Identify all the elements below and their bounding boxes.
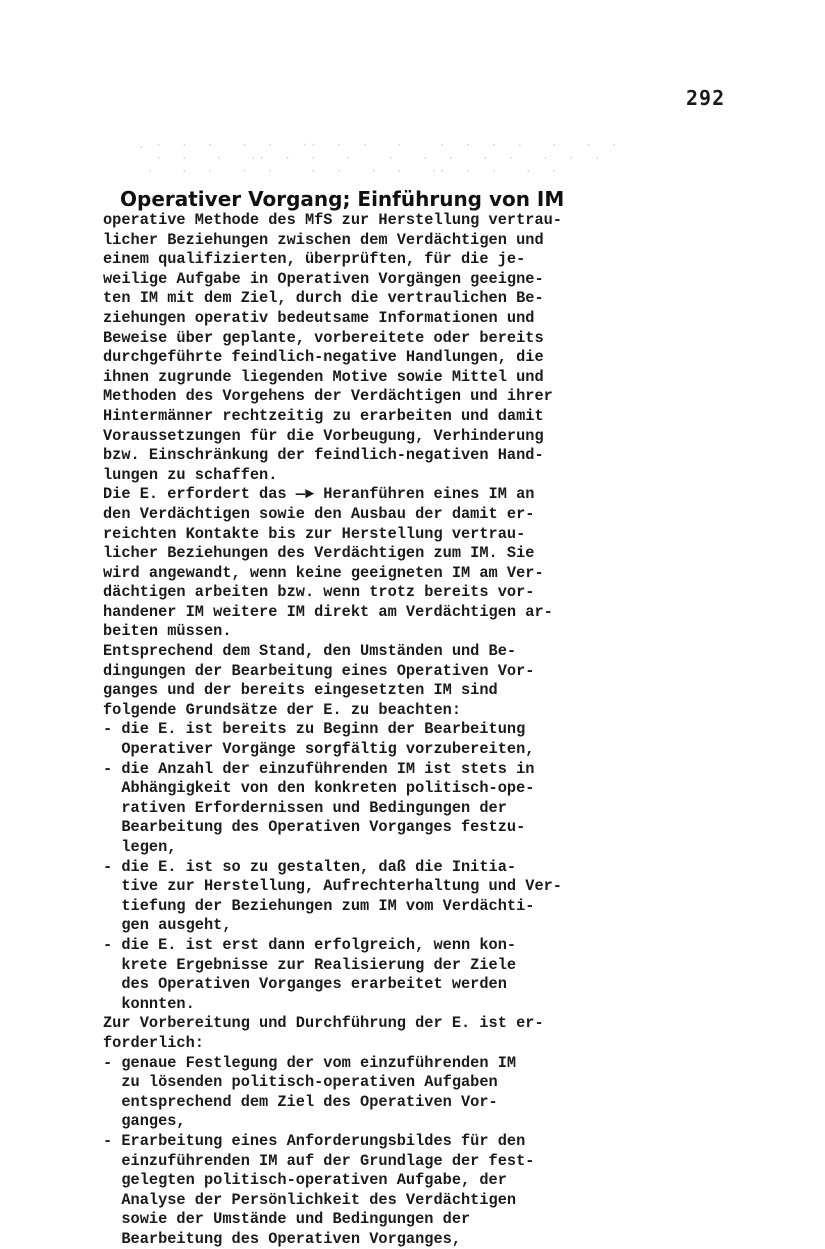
text-line: ziehungen operativ bedeutsame Informationen und xyxy=(103,308,535,327)
text-line: einem qualifizierten, überprüften, für die je- xyxy=(103,250,526,269)
text-line: Zur Vorbereitung und Durchführung der E. ist er- xyxy=(103,1014,544,1033)
text-line: des Operativen Vorganges erarbeitet werden xyxy=(103,975,507,994)
text-line: Methoden des Vorgehens der Verdächtigen und ihrer xyxy=(103,387,553,406)
text-line: lungen zu schaffen. xyxy=(103,465,278,484)
section-title: Operativer Vorgang; Einführung von IM xyxy=(120,187,565,211)
text-line: Bearbeitung des Operativen Vorganges, xyxy=(103,1229,462,1248)
text-line: reichten Kontakte bis zur Herstellung vertrau- xyxy=(103,524,526,543)
text-line: ten IM mit dem Ziel, durch die vertraulichen Be- xyxy=(103,289,544,308)
text-line: konnten. xyxy=(103,994,195,1013)
text-line: rativen Erfordernissen und Bedingungen der xyxy=(103,798,507,817)
text-line: beiten müssen. xyxy=(103,622,232,641)
text-line: licher Beziehungen zwischen dem Verdächtigen und xyxy=(103,230,544,249)
text-line: dingungen der Bearbeitung eines Operativen Vor- xyxy=(103,661,535,680)
text-line: operative Methode des MfS zur Herstellung vertrau- xyxy=(103,211,562,229)
text-line: - die Anzahl der einzuführenden IM ist stets in xyxy=(103,759,535,778)
text-line: - die E. ist erst dann erfolgreich, wenn kon- xyxy=(103,935,517,954)
text-line: tive zur Herstellung, Aufrechterhaltung und Ver- xyxy=(103,877,562,896)
text-line: ihnen zugrunde liegenden Motive sowie Mittel und xyxy=(103,367,544,386)
text-line: - genaue Festlegung der vom einzuführenden IM xyxy=(103,1053,517,1072)
text-line: - Erarbeitung eines Anforderungsbildes für den xyxy=(103,1131,526,1150)
text-line: Abhängigkeit von den konkreten politisch-ope- xyxy=(103,779,535,798)
text-line: Bearbeitung des Operativen Vorganges festzu- xyxy=(103,818,526,837)
text-line: - die E. ist so zu gestalten, daß die Initia- xyxy=(103,857,517,876)
text-line: sowie der Umstände und Bedingungen der xyxy=(103,1210,471,1229)
text-line: tiefung der Beziehungen zum IM vom Verdächti- xyxy=(103,896,535,915)
text-line: licher Beziehungen des Verdächtigen zum IM. Sie xyxy=(103,544,535,563)
text-line: handener IM weitere IM direkt am Verdächtigen ar- xyxy=(103,602,553,621)
text-line: Voraussetzungen für die Vorbeugung, Verhinderung xyxy=(103,426,544,445)
text-line: wird angewandt, wenn keine geeigneten IM am Ver- xyxy=(103,563,544,582)
text-line: gelegten politisch-operativen Aufgabe, der xyxy=(103,1171,507,1190)
text-line: durchgeführte feindlich-negative Handlungen, die xyxy=(103,348,544,367)
text-line: dächtigen arbeiten bzw. wenn trotz bereits vor- xyxy=(103,583,535,602)
text-line: Analyse der Persönlichkeit des Verdächtigen xyxy=(103,1190,517,1209)
text-line: Die E. erfordert das —► Heranführen eines IM an xyxy=(103,485,535,504)
text-line: ganges, xyxy=(103,1112,186,1131)
page-number: 292 xyxy=(686,86,726,110)
text-line: folgende Grundsätze der E. zu beachten: xyxy=(103,700,462,719)
text-line: entsprechend dem Ziel des Operativen Vor- xyxy=(103,1092,498,1111)
body-text xyxy=(103,211,703,1249)
text-line: Entsprechend dem Stand, den Umständen und Be- xyxy=(103,642,517,661)
text-line: Hintermänner rechtzeitig zu erarbeiten und damit xyxy=(103,406,544,425)
bleed-through-noise: . · · · · · ·· · · · · · · · · · · · · · ·· · · · · · · · · · · · · · · · · · · · · ·· · · · · xyxy=(138,140,620,178)
text-line: weilige Aufgabe in Operativen Vorgängen geeigne- xyxy=(103,269,544,288)
text-line: ganges und der bereits eingesetzten IM sind xyxy=(103,681,498,700)
text-line: einzuführenden IM auf der Grundlage der fest- xyxy=(103,1151,535,1170)
text-line: den Verdächtigen sowie den Ausbau der damit er- xyxy=(103,504,535,523)
text-line: zu lösenden politisch-operativen Aufgaben xyxy=(103,1073,498,1092)
text-line: - die E. ist bereits zu Beginn der Bearbeitung xyxy=(103,720,526,739)
text-line: Beweise über geplante, vorbereitete oder bereits xyxy=(103,328,544,347)
text-line: legen, xyxy=(103,838,177,856)
text-line: bzw. Einschränkung der feindlich-negativen Hand- xyxy=(103,446,544,465)
text-line: krete Ergebnisse zur Realisierung der Ziele xyxy=(103,955,517,974)
text-line: gen ausgeht, xyxy=(103,916,232,935)
text-line: forderlich: xyxy=(103,1033,204,1052)
text-line: Operativer Vorgänge sorgfältig vorzubereiten, xyxy=(103,740,535,759)
